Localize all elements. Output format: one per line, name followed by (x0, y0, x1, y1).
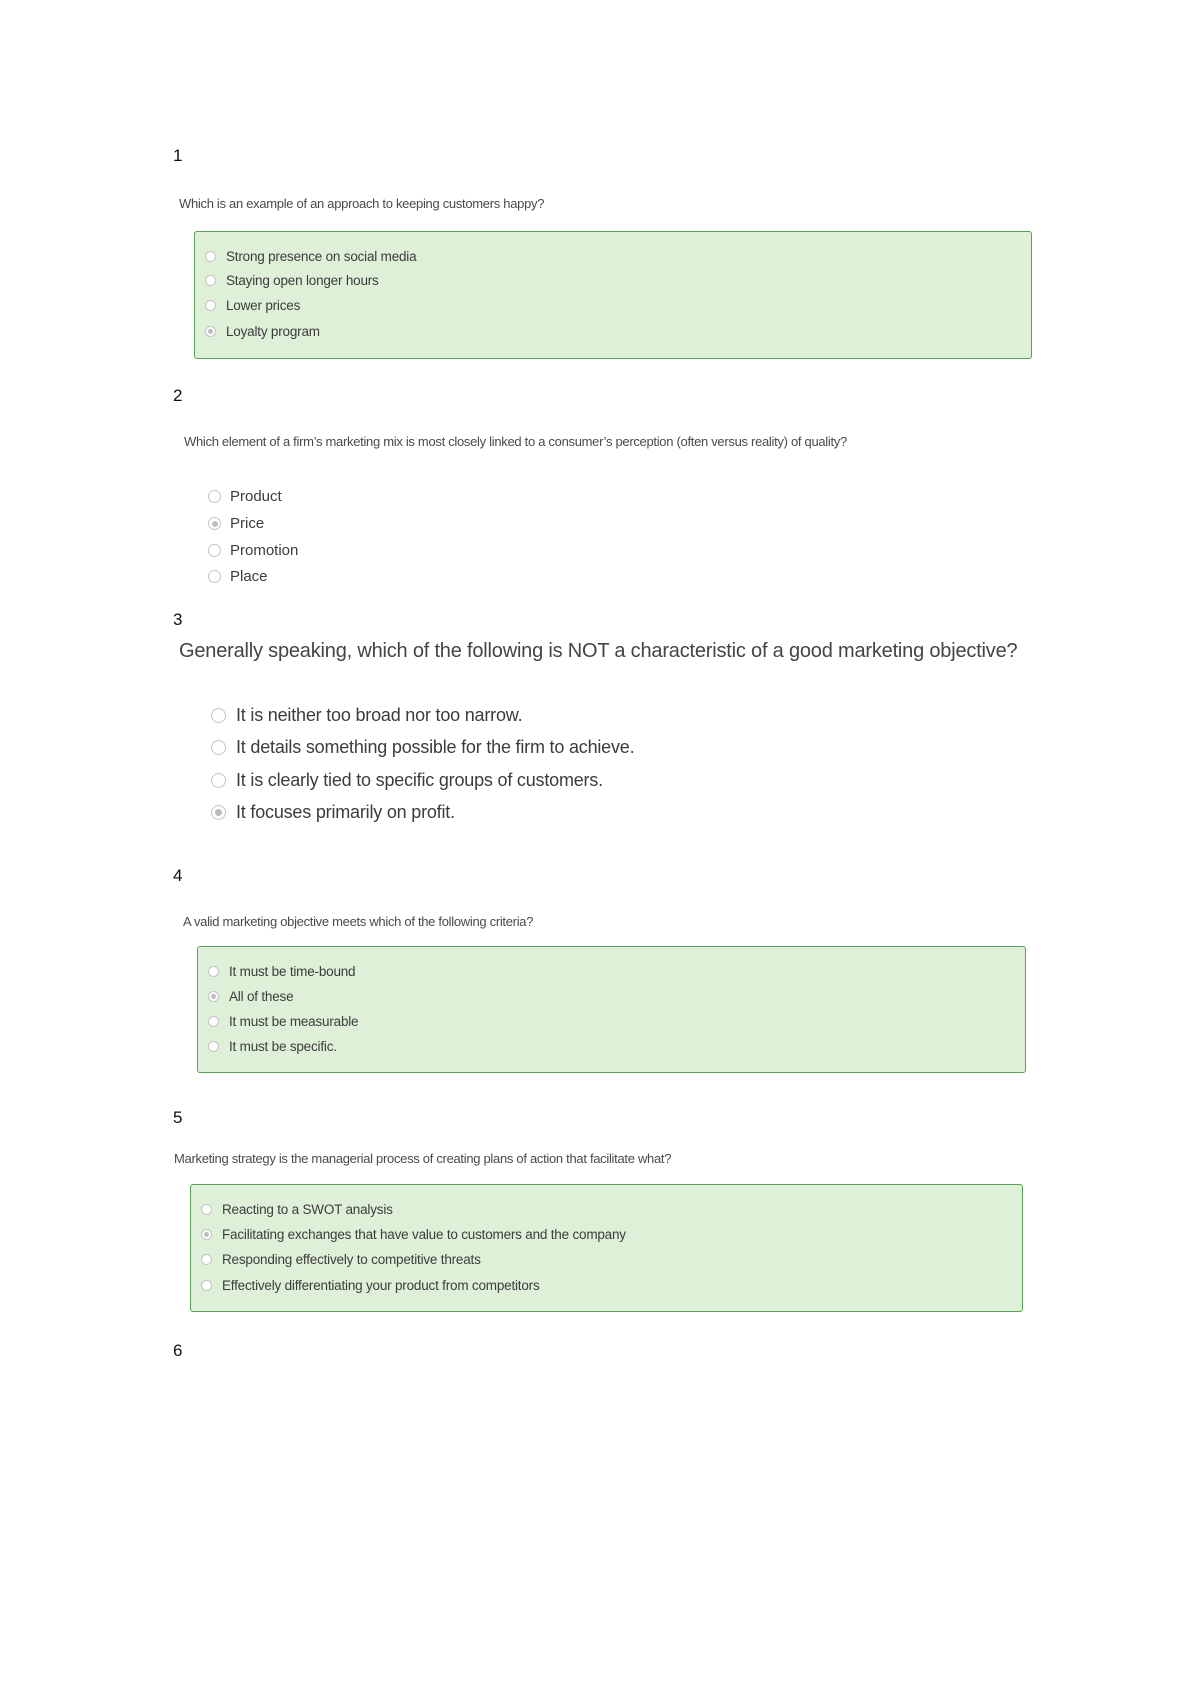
answer-option[interactable] (201, 1252, 481, 1267)
radio-button[interactable] (205, 251, 216, 262)
radio-button[interactable] (208, 544, 221, 557)
option-label: It must be measurable (229, 1014, 359, 1029)
radio-button[interactable] (208, 490, 221, 503)
option-label: It is neither too broad nor too narrow. (236, 705, 523, 725)
option-label: All of these (229, 989, 294, 1004)
answer-options-correct (197, 946, 1026, 1073)
answer-options (211, 705, 911, 835)
radio-button[interactable] (208, 570, 221, 583)
answer-option[interactable] (205, 324, 320, 339)
answer-option[interactable] (208, 964, 355, 979)
option-label: It details something possible for the firm to achieve. (236, 737, 635, 757)
radio-button[interactable] (208, 1041, 219, 1052)
question-number: 6 (173, 1341, 183, 1360)
answer-option[interactable] (205, 249, 416, 264)
answer-option[interactable] (211, 770, 603, 791)
question-number: 1 (173, 146, 183, 165)
radio-button-selected[interactable] (201, 1229, 212, 1240)
radio-button[interactable] (205, 300, 216, 311)
radio-button[interactable] (205, 275, 216, 286)
answer-option[interactable] (208, 515, 264, 532)
answer-option[interactable] (205, 273, 379, 288)
question-text: Which is an example of an approach to keeping customers happy? (179, 196, 545, 211)
question-number: 3 (173, 610, 183, 629)
radio-button-selected[interactable] (205, 326, 216, 337)
option-label: It must be time-bound (229, 964, 356, 979)
answer-option[interactable] (211, 737, 634, 758)
answer-option[interactable] (211, 705, 522, 726)
question-text: Marketing strategy is the managerial process of creating plans of action that facilitate what? (174, 1151, 672, 1166)
answer-option[interactable] (208, 542, 298, 559)
radio-button[interactable] (201, 1280, 212, 1291)
radio-button[interactable] (211, 773, 226, 788)
question-text: Generally speaking, which of the following is NOT a characteristic of a good marketing objective? (179, 640, 1018, 662)
question-text: A valid marketing objective meets which of the following criteria? (183, 914, 534, 929)
radio-button[interactable] (211, 740, 226, 755)
option-label: It focuses primarily on profit. (236, 802, 455, 822)
option-label: Product (230, 488, 282, 505)
option-label: Strong presence on social media (226, 249, 417, 264)
option-label: Loyalty program (226, 324, 320, 339)
radio-button[interactable] (208, 966, 219, 977)
answer-option[interactable] (208, 1039, 337, 1054)
answer-option[interactable] (201, 1278, 540, 1293)
radio-button-selected[interactable] (211, 805, 226, 820)
answer-option[interactable] (205, 298, 300, 313)
radio-button-selected[interactable] (208, 517, 221, 530)
radio-button-selected[interactable] (208, 991, 219, 1002)
answer-option[interactable] (201, 1227, 626, 1242)
answer-option[interactable] (211, 802, 455, 823)
answer-option[interactable] (208, 568, 268, 585)
answer-options (208, 485, 608, 595)
option-label: It is clearly tied to specific groups of customers. (236, 770, 603, 790)
question-number: 4 (173, 866, 183, 885)
option-label: Facilitating exchanges that have value to customers and the company (222, 1227, 626, 1242)
question-text: Which element of a firm’s marketing mix is most closely linked to a consumer’s perception (often versus reality) of quality? (184, 434, 847, 449)
option-label: Reacting to a SWOT analysis (222, 1202, 393, 1217)
question-number: 5 (173, 1108, 183, 1127)
answer-options-correct (194, 231, 1032, 359)
radio-button[interactable] (201, 1204, 212, 1215)
radio-button[interactable] (201, 1254, 212, 1265)
option-label: Effectively differentiating your product from competitors (222, 1278, 540, 1293)
answer-options-correct (190, 1184, 1023, 1312)
answer-option[interactable] (208, 989, 293, 1004)
option-label: Place (230, 568, 268, 585)
radio-button[interactable] (208, 1016, 219, 1027)
option-label: Responding effectively to competitive threats (222, 1252, 481, 1267)
answer-option[interactable] (201, 1202, 393, 1217)
option-label: Promotion (230, 542, 299, 559)
option-label: Staying open longer hours (226, 273, 379, 288)
option-label: Price (230, 515, 265, 532)
option-label: Lower prices (226, 298, 301, 313)
radio-button[interactable] (211, 708, 226, 723)
answer-option[interactable] (208, 1014, 358, 1029)
question-number: 2 (173, 386, 183, 405)
option-label: It must be specific. (229, 1039, 337, 1054)
answer-option[interactable] (208, 488, 282, 505)
